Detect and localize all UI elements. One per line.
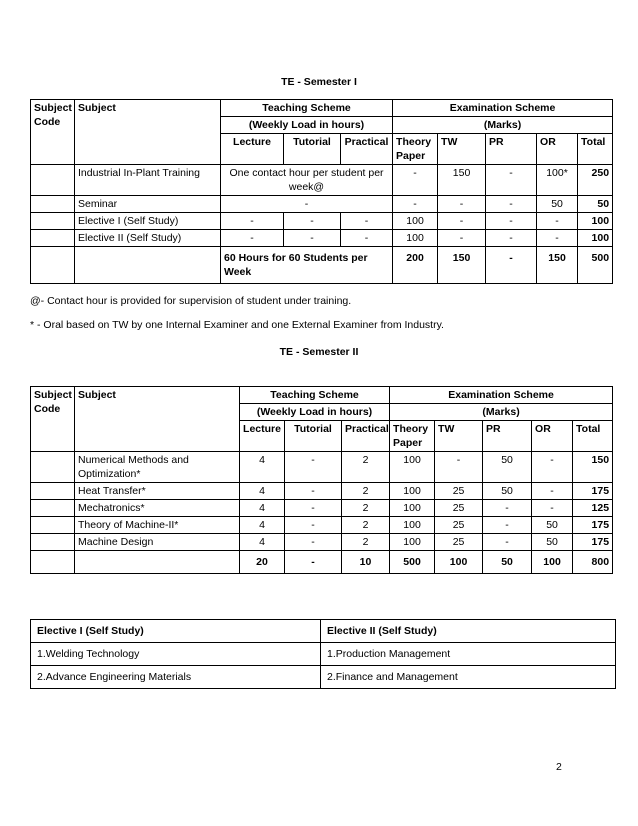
table-row <box>31 230 613 247</box>
footer-practical: 10 <box>342 551 390 574</box>
tutorial-cell: - <box>284 213 341 230</box>
sem1-h-lecture: Lecture <box>221 134 284 165</box>
subject-code-cell <box>31 534 75 551</box>
tutorial-cell: - <box>285 483 342 500</box>
lecture-cell: 4 <box>240 517 285 534</box>
or-cell: 50 <box>532 517 573 534</box>
subject-cell: Elective II (Self Study) <box>75 230 221 247</box>
table-row <box>31 196 613 213</box>
sem2-h-pr: PR <box>483 421 532 452</box>
sem1-h-subject: Subject <box>75 100 221 165</box>
sem1-h-marks: (Marks) <box>393 117 613 134</box>
sem2-h-total: Total <box>573 421 613 452</box>
footer-tw: 150 <box>438 247 486 284</box>
note-contact-hour: @- Contact hour is provided for supervision of student under training. <box>30 295 352 307</box>
subject-cell: Elective I (Self Study) <box>75 213 221 230</box>
sem1-h-or: OR <box>537 134 578 165</box>
footer-or: 100 <box>532 551 573 574</box>
footer-total: 800 <box>573 551 613 574</box>
or-cell: 50 <box>537 196 578 213</box>
sem1-title: TE - Semester I <box>281 76 357 88</box>
sem1-h-tw: TW <box>438 134 486 165</box>
theory-cell: 100 <box>390 500 435 517</box>
tw-cell: 25 <box>435 500 483 517</box>
theory-cell: 100 <box>393 213 438 230</box>
sem2-h-weekly: (Weekly Load in hours) <box>240 404 390 421</box>
or-cell: 50 <box>532 534 573 551</box>
subject-cell: Mechatronics* <box>75 500 240 517</box>
elective-2-option: 1.Production Management <box>321 643 616 666</box>
table-row <box>31 500 613 517</box>
practical-cell: - <box>341 213 393 230</box>
sem1-h-pr: PR <box>486 134 537 165</box>
sem1-h-theory: Theory Paper <box>393 134 438 165</box>
subject-cell: Heat Transfer* <box>75 483 240 500</box>
sem1-h-total: Total <box>578 134 613 165</box>
pr-cell: - <box>483 534 532 551</box>
table-row <box>31 452 613 483</box>
note-oral: * - Oral based on TW by one Internal Examiner and one External Examiner from Industry. <box>30 319 444 331</box>
sem2-h-tutorial: Tutorial <box>285 421 342 452</box>
footer-total: 500 <box>578 247 613 284</box>
sem1-h-tutorial: Tutorial <box>284 134 341 165</box>
sem2-h-practical: Practical <box>342 421 390 452</box>
subject-cell: Numerical Methods and Optimization* <box>75 452 240 483</box>
theory-cell: 100 <box>390 483 435 500</box>
total-cell: 100 <box>578 230 613 247</box>
tw-cell: - <box>438 213 486 230</box>
subject-code-cell <box>31 213 75 230</box>
table-footer-row <box>31 551 613 574</box>
tw-cell: - <box>435 452 483 483</box>
subject-code-cell <box>31 230 75 247</box>
total-cell: 125 <box>573 500 613 517</box>
sem2-h-exam: Examination Scheme <box>390 387 613 404</box>
subject-cell: Machine Design <box>75 534 240 551</box>
theory-cell: - <box>393 165 438 196</box>
table-row <box>31 165 613 196</box>
lecture-cell: 4 <box>240 483 285 500</box>
table-footer-row <box>31 247 613 284</box>
total-cell: 150 <box>573 452 613 483</box>
total-cell: 175 <box>573 534 613 551</box>
table-row <box>31 483 613 500</box>
elective-2-header: Elective II (Self Study) <box>321 620 616 643</box>
footer-empty-cell <box>75 551 240 574</box>
sem1-h-practical: Practical <box>341 134 393 165</box>
subject-code-cell <box>31 500 75 517</box>
pr-cell: - <box>486 230 537 247</box>
theory-cell: 100 <box>390 534 435 551</box>
tw-cell: - <box>438 196 486 213</box>
tw-cell: 25 <box>435 517 483 534</box>
sem1-table <box>30 99 613 284</box>
subject-cell: Seminar <box>75 196 221 213</box>
sem2-h-tw: TW <box>435 421 483 452</box>
footer-empty-cell <box>31 551 75 574</box>
subject-code-cell <box>31 517 75 534</box>
lecture-cell: - <box>221 213 284 230</box>
elective-1-option: 2.Advance Engineering Materials <box>31 666 321 689</box>
lecture-cell: 4 <box>240 452 285 483</box>
footer-tw: 100 <box>435 551 483 574</box>
table-row <box>31 666 616 689</box>
sem2-h-subject: Subject <box>75 387 240 452</box>
total-cell: 50 <box>578 196 613 213</box>
tw-cell: 25 <box>435 483 483 500</box>
pr-cell: - <box>483 500 532 517</box>
theory-cell: 100 <box>393 230 438 247</box>
sem1-h-subject-code: Subject Code <box>31 100 75 165</box>
tw-cell: 150 <box>438 165 486 196</box>
footer-lecture: 20 <box>240 551 285 574</box>
pr-cell: - <box>483 517 532 534</box>
theory-cell: 100 <box>390 517 435 534</box>
sem2-h-teaching: Teaching Scheme <box>240 387 390 404</box>
pr-cell: - <box>486 165 537 196</box>
table-row <box>31 643 616 666</box>
footer-empty-cell <box>75 247 221 284</box>
subject-cell: Industrial In-Plant Training <box>75 165 221 196</box>
pr-cell: - <box>486 196 537 213</box>
or-cell: - <box>537 213 578 230</box>
lecture-cell: 4 <box>240 534 285 551</box>
pr-cell: 50 <box>483 452 532 483</box>
total-cell: 100 <box>578 213 613 230</box>
page-number: 2 <box>556 761 562 773</box>
subject-code-cell <box>31 165 75 196</box>
theory-cell: 100 <box>390 452 435 483</box>
elective-1-option: 1.Welding Technology <box>31 643 321 666</box>
pr-cell: - <box>486 213 537 230</box>
practical-cell: 2 <box>342 534 390 551</box>
sem1-h-teaching: Teaching Scheme <box>221 100 393 117</box>
tutorial-cell: - <box>285 452 342 483</box>
footer-label: 60 Hours for 60 Students per Week <box>221 247 393 284</box>
practical-cell: - <box>341 230 393 247</box>
sem1-h-weekly: (Weekly Load in hours) <box>221 117 393 134</box>
practical-cell: 2 <box>342 517 390 534</box>
total-cell: 250 <box>578 165 613 196</box>
footer-tutorial: - <box>285 551 342 574</box>
or-cell: - <box>537 230 578 247</box>
footer-theory: 500 <box>390 551 435 574</box>
tw-cell: 25 <box>435 534 483 551</box>
sem2-table <box>30 386 613 574</box>
sem2-h-or: OR <box>532 421 573 452</box>
sem2-h-marks: (Marks) <box>390 404 613 421</box>
subject-code-cell <box>31 452 75 483</box>
electives-table <box>30 619 616 689</box>
footer-empty-cell <box>31 247 75 284</box>
elective-2-option: 2.Finance and Management <box>321 666 616 689</box>
table-row <box>31 534 613 551</box>
or-cell: - <box>532 483 573 500</box>
or-cell: 100* <box>537 165 578 196</box>
table-row <box>31 517 613 534</box>
table-row <box>31 213 613 230</box>
footer-theory: 200 <box>393 247 438 284</box>
total-cell: 175 <box>573 483 613 500</box>
or-cell: - <box>532 500 573 517</box>
theory-cell: - <box>393 196 438 213</box>
subject-code-cell <box>31 196 75 213</box>
tutorial-cell: - <box>284 230 341 247</box>
tw-cell: - <box>438 230 486 247</box>
practical-cell: 2 <box>342 500 390 517</box>
elective-1-header: Elective I (Self Study) <box>31 620 321 643</box>
practical-cell: 2 <box>342 452 390 483</box>
subject-cell: Theory of Machine-II* <box>75 517 240 534</box>
teaching-merged-cell: One contact hour per student per week@ <box>221 165 393 196</box>
lecture-cell: - <box>221 230 284 247</box>
practical-cell: 2 <box>342 483 390 500</box>
sem1-h-exam: Examination Scheme <box>393 100 613 117</box>
pr-cell: 50 <box>483 483 532 500</box>
teaching-merged-cell: - <box>221 196 393 213</box>
tutorial-cell: - <box>285 517 342 534</box>
or-cell: - <box>532 452 573 483</box>
footer-or: 150 <box>537 247 578 284</box>
footer-pr: 50 <box>483 551 532 574</box>
tutorial-cell: - <box>285 500 342 517</box>
sem2-h-subject-code: Subject Code <box>31 387 75 452</box>
sem2-title: TE - Semester II <box>279 346 359 358</box>
footer-pr: - <box>486 247 537 284</box>
total-cell: 175 <box>573 517 613 534</box>
sem2-h-lecture: Lecture <box>240 421 285 452</box>
lecture-cell: 4 <box>240 500 285 517</box>
sem2-h-theory: Theory Paper <box>390 421 435 452</box>
subject-code-cell <box>31 483 75 500</box>
tutorial-cell: - <box>285 534 342 551</box>
